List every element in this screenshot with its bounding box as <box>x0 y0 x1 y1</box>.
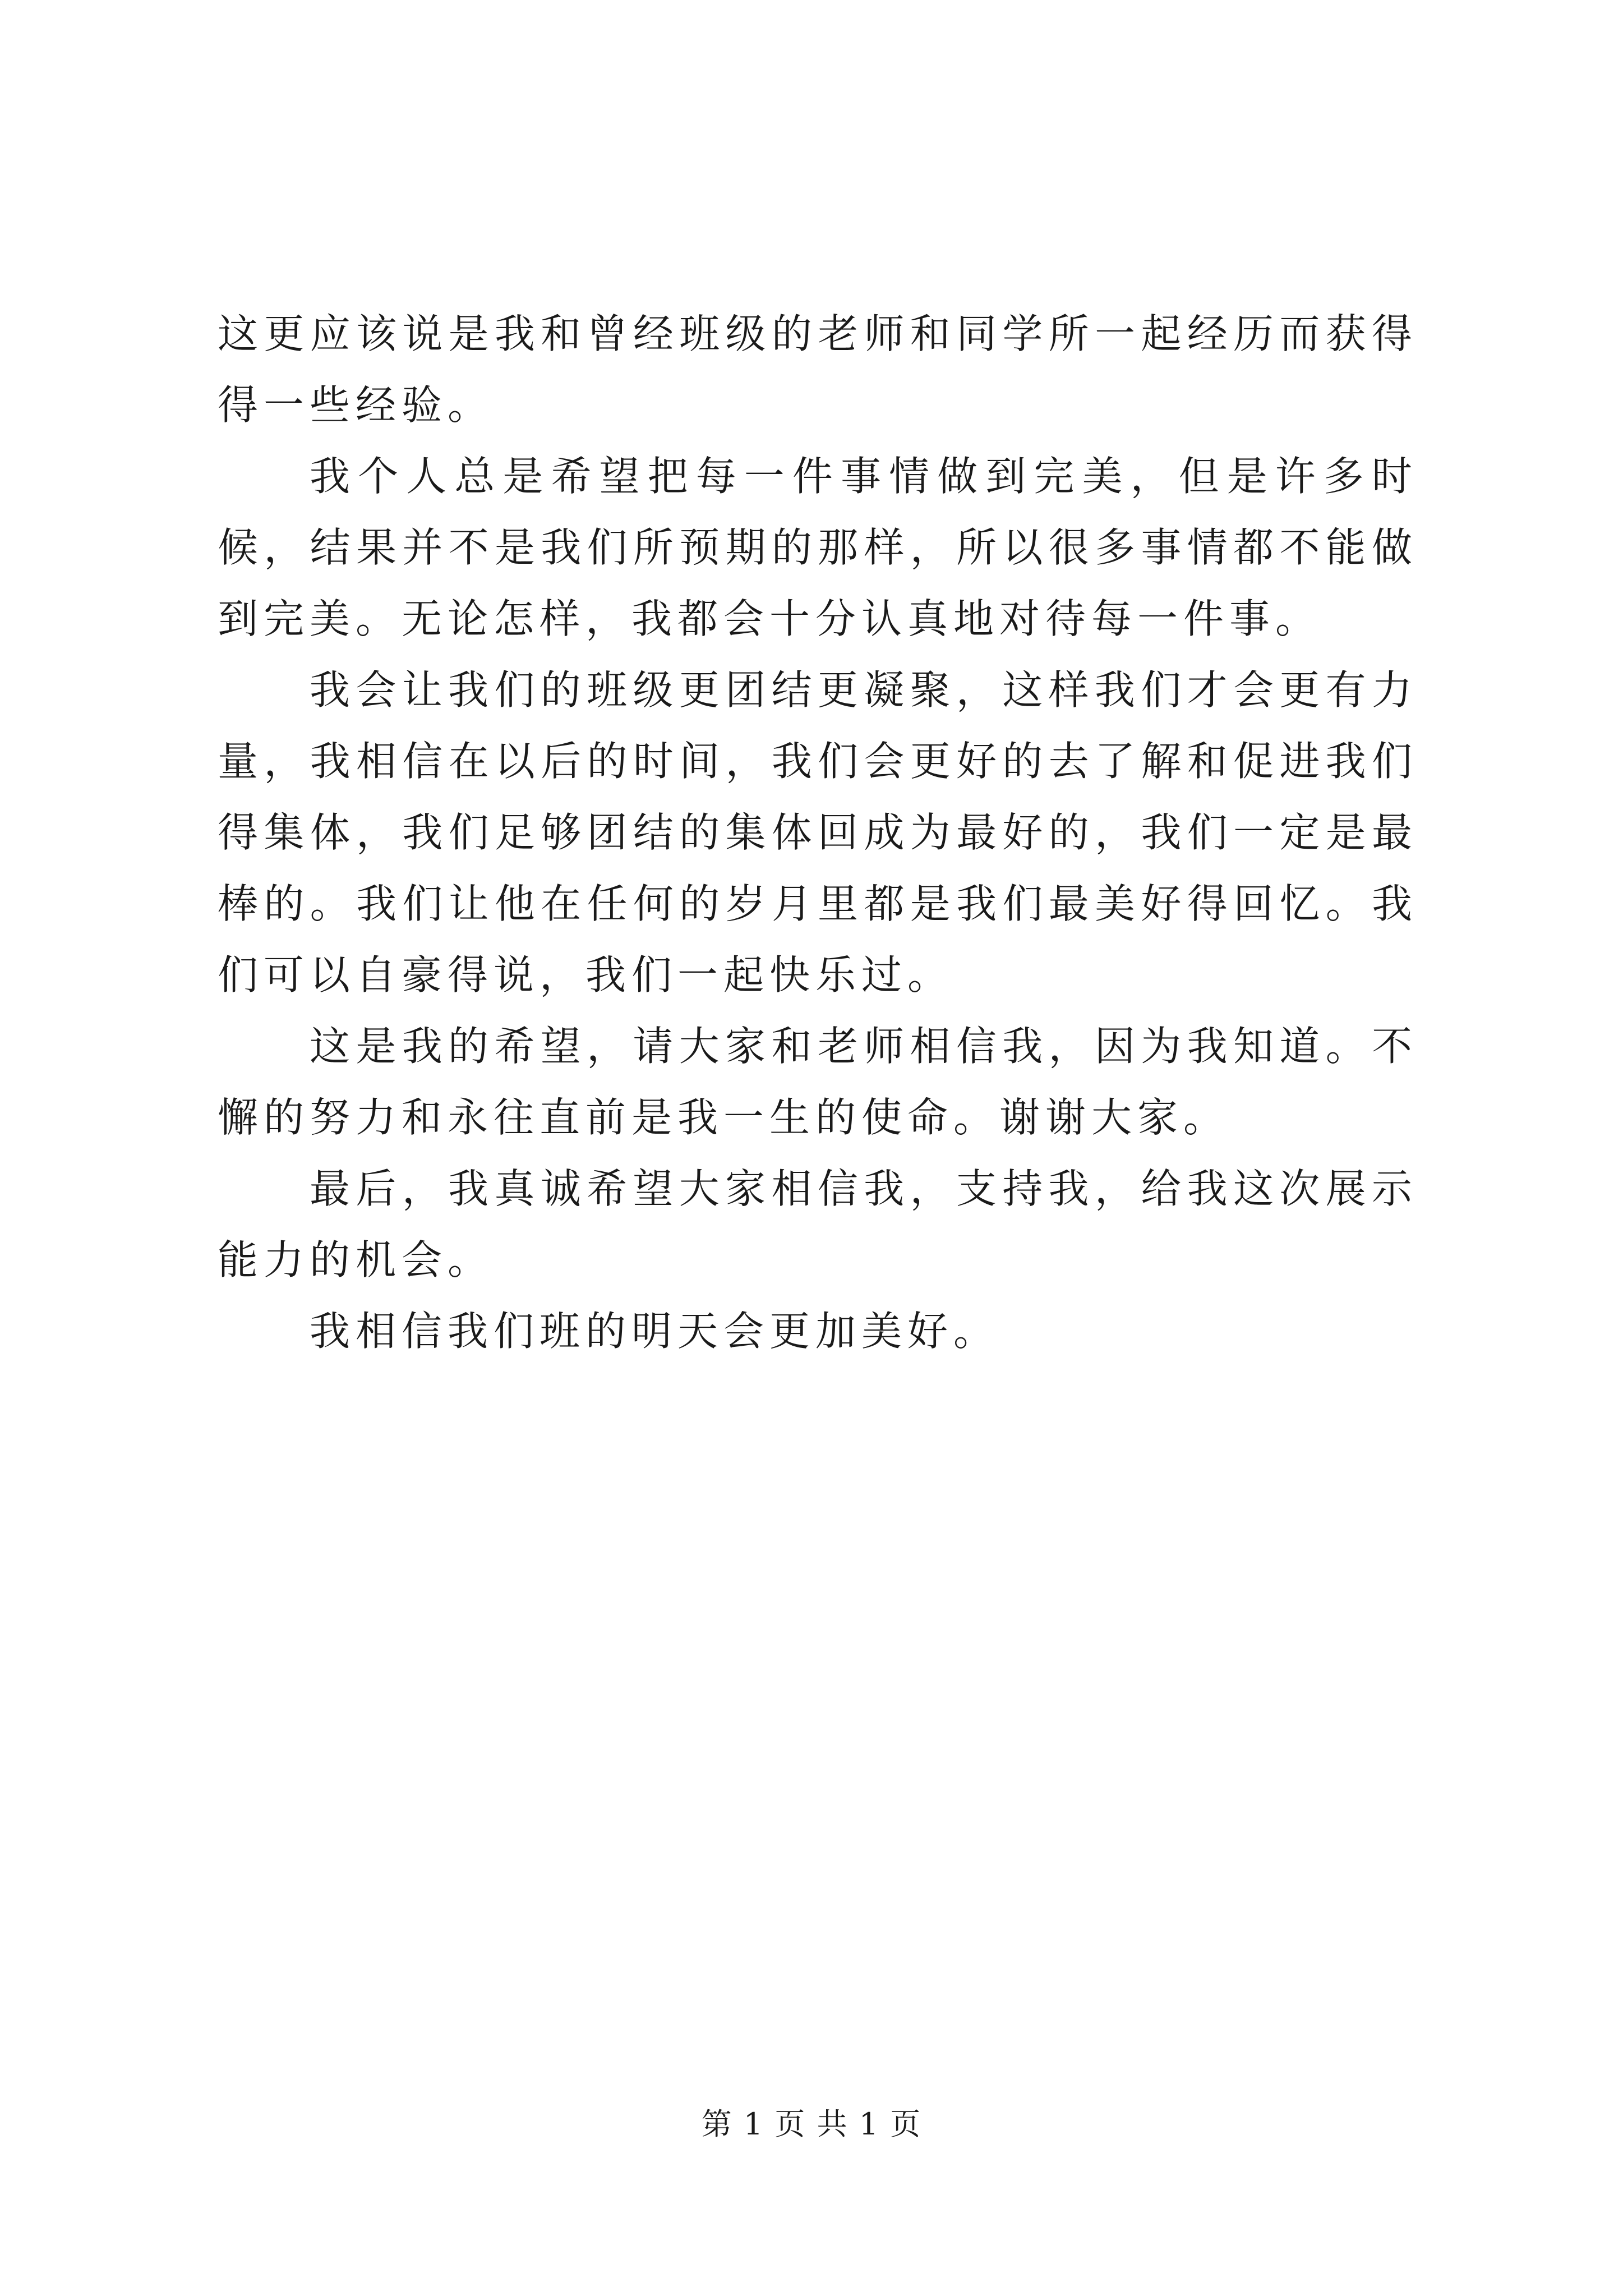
paragraph-3: 我会让我们的班级更团结更凝聚，这样我们才会更有力量，我相信在以后的时间，我们会更好的去了解和促进我们得集体，我们足够团结的集体回成为最好的，我们一定是最棒的。我们让他在任何的岁月里都是我们最美好得回忆。我们可以自豪得说，我们一起快乐过。 <box>218 666 1418 999</box>
page-footer: 第 1 页 共 1 页 <box>701 2106 922 2142</box>
document-body <box>218 298 1418 1367</box>
paragraph-1: 这更应该说是我和曾经班级的老师和同学所一起经历而获得得一些经验。 <box>218 310 1418 429</box>
paragraph-5: 最后，我真诚希望大家相信我，支持我，给我这次展示能力的机会。 <box>218 1165 1418 1283</box>
paragraph-6: 我相信我们班的明天会更加美好。 <box>310 1308 1000 1355</box>
paragraph-2: 我个人总是希望把每一件事情做到完美，但是许多时候，结果并不是我们所预期的那样，所以很多事情都不能做到完美。无论怎样，我都会十分认真地对待每一件事。 <box>218 453 1418 642</box>
paragraph-4: 这是我的希望，请大家和老师相信我，因为我知道。不懈的努力和永往直前是我一生的使命。谢谢大家。 <box>218 1023 1418 1141</box>
